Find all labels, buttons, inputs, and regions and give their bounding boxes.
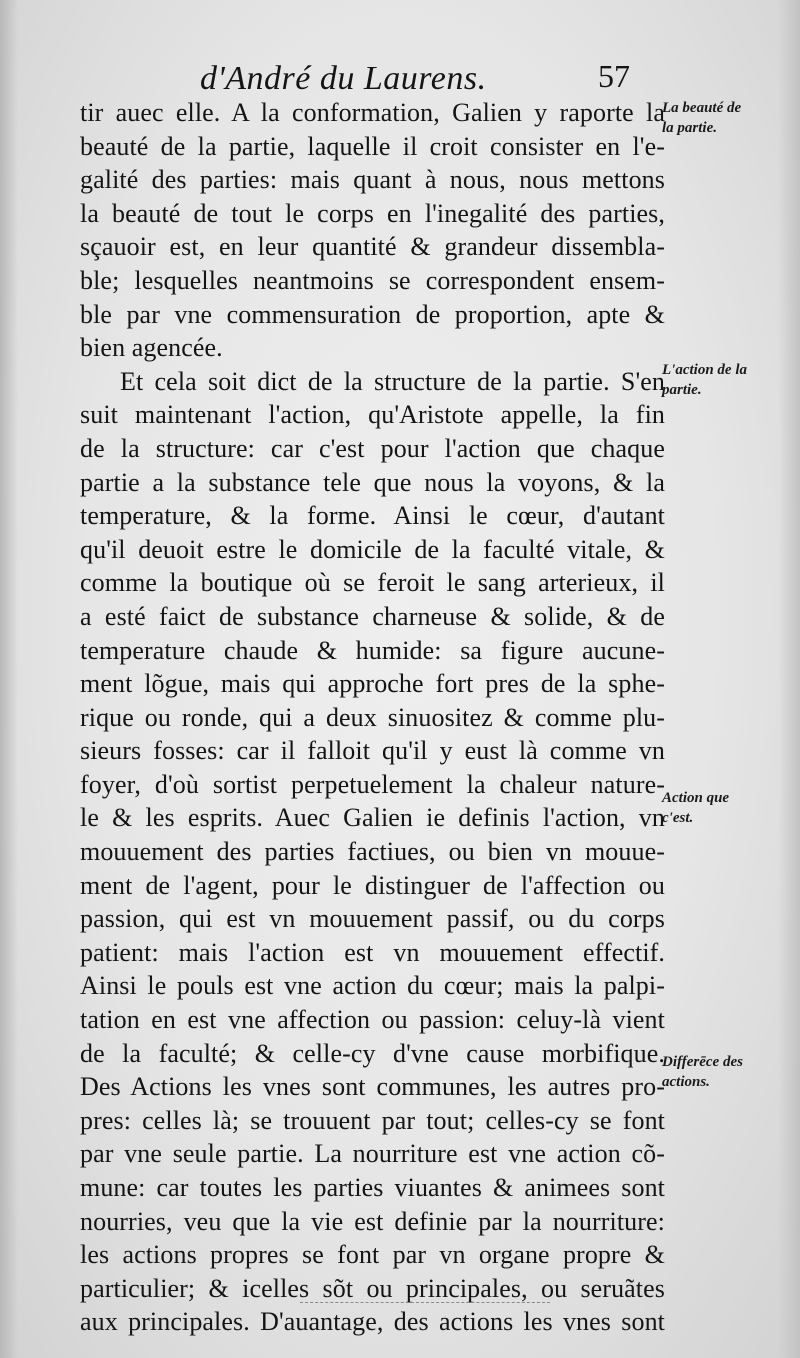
margin-note-line: actions. <box>662 1074 710 1090</box>
text-line: beauté de la partie, laquelle il croit consister en l'e- <box>80 131 665 161</box>
text-line: ble; lesquelles neantmoins se correspondent ensem- <box>80 265 665 295</box>
text-line: foyer, d'où sortist perpetuelement la chaleur nature- <box>80 769 665 799</box>
text-line: temperature, & la forme. Ainsi le cœur, d'autant <box>80 501 665 531</box>
margin-note-line: c'est. <box>662 810 694 826</box>
text-line: par vne seule partie. La nourriture est vne action cõ- <box>80 1139 665 1169</box>
margin-note-action-definition <box>662 788 792 828</box>
text-line: le & les esprits. Auec Galien ie definis l'action, vn <box>80 803 665 833</box>
text-line: ment de l'agent, pour le distinguer de l'affection ou <box>80 870 665 900</box>
text-line: sçauoir est, en leur quantité & grandeur dissembla- <box>80 232 665 262</box>
text-line: passion, qui est vn mouuement passif, ou du corps <box>80 904 665 934</box>
text-line: particulier; & icelles sõt ou principales, ou seruãtes <box>80 1273 665 1303</box>
margin-note-line: Differēce des <box>662 1054 743 1070</box>
text-line: pres: celles là; se trouuent par tout; celles-cy se font <box>80 1105 665 1135</box>
text-line: nourries, veu que la vie est definie par la nourriture: <box>80 1206 665 1236</box>
margin-note-difference-actions <box>662 1052 792 1092</box>
text-line: galité des parties: mais quant à nous, nous mettons <box>80 165 665 195</box>
margin-note-line: partie. <box>662 382 702 398</box>
catchword-rule <box>300 1302 550 1303</box>
margin-note-beaute <box>662 98 792 138</box>
gutter-shadow <box>0 0 18 1358</box>
text-line: partie a la substance tele que nous la voyons, & la <box>80 467 665 497</box>
text-line: tation en est vne affection ou passion: celuy-là vient <box>80 1005 665 1035</box>
text-line: a esté faict de substance charneuse & solide, & de <box>80 601 665 631</box>
margin-note-action-partie <box>662 360 792 400</box>
page-edge-shadow <box>778 0 800 1358</box>
running-head: d'André du Laurens. <box>200 60 487 97</box>
text-line: Des Actions les vnes sont communes, les autres pro- <box>80 1072 665 1102</box>
text-line: bien agencée. <box>80 333 223 363</box>
text-line: les actions propres se font par vn organe propre & <box>80 1240 665 1270</box>
text-line: mune: car toutes les parties viuantes & animees sont <box>80 1173 665 1202</box>
text-line: qu'il deuoit estre le domicile de la faculté vitale, & <box>80 534 665 564</box>
text-line: suit maintenant l'action, qu'Aristote appelle, la fin <box>80 400 665 430</box>
margin-note-line: la partie. <box>662 120 717 136</box>
body-text <box>80 96 665 1339</box>
text-line: de la faculté; & celle-cy d'vne cause morbifique. <box>80 1038 665 1068</box>
text-line: aux principales. D'auantage, des actions les vnes sont <box>80 1307 665 1337</box>
page-number: 57 <box>598 58 630 94</box>
text-line: comme la boutique où se feroit le sang arterieux, il <box>80 568 665 598</box>
margin-note-line: Action que <box>662 790 730 806</box>
margin-note-line: L'action de la <box>662 362 747 378</box>
text-line: ment lõgue, mais qui approche fort pres de la sphe- <box>80 669 665 699</box>
text-line: patient: mais l'action est vn mouuement effectif. <box>80 937 665 967</box>
paragraph-start-line: Et cela soit dict de la structure de la partie. S'en <box>120 366 665 396</box>
text-line: Ainsi le pouls est vne action du cœur; mais la palpi- <box>80 971 665 1001</box>
text-line: tir auec elle. A la conformation, Galien y raporte la <box>80 98 665 127</box>
text-line: la beauté de tout le corps en l'inegalité des parties, <box>80 198 665 228</box>
margin-note-line: La beauté de <box>662 100 742 116</box>
text-line: ble par vne commensuration de proportion, apte & <box>80 299 665 329</box>
text-line: rique ou ronde, qui a deux sinuositez & comme plu- <box>80 702 665 732</box>
text-line: sieurs fosses: car il falloit qu'il y eust là comme vn <box>80 736 665 766</box>
text-line: de la structure: car c'est pour l'action que chaque <box>80 433 665 463</box>
text-line: temperature chaude & humide: sa figure aucune- <box>80 635 665 665</box>
text-line: mouuement des parties factiues, ou bien vn mouue- <box>80 837 665 867</box>
